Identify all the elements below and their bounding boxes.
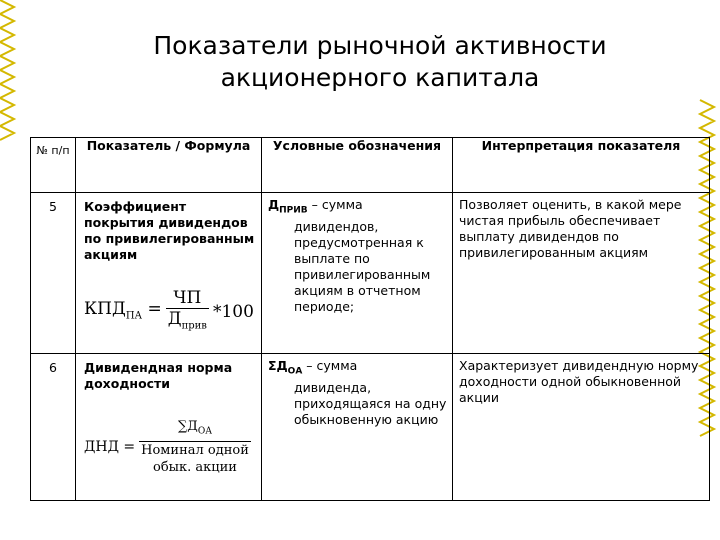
table-row — [31, 354, 710, 501]
formula-multiplier: *100 — [212, 302, 254, 323]
row-num: 5 — [31, 193, 76, 354]
title-line-2: акционерного капитала — [220, 63, 540, 92]
row-num: 6 — [31, 354, 76, 501]
formula-lhs: ДНД = — [84, 438, 136, 455]
header-notation: Условные обозначения — [262, 138, 453, 193]
formula-lhs: $КПД_{ПА}$ = — [84, 298, 162, 321]
dnd-formula — [84, 418, 251, 476]
row-interpretation: Позволяет оценить, в какой мере чистая прибыль обеспечивает выплату дивидендов по привилегированным акциям — [453, 193, 710, 354]
notation-description: дивидендов, предусмотренная к выплате по привилегированным акциям в отчетном периоде; — [294, 218, 431, 314]
row-notation: $\Sigma Д_{ОА}$ – сумма дивиденда, приходящаяся на одну обыкновенную акцию — [262, 354, 453, 501]
kpd-formula — [84, 288, 254, 336]
page-title — [80, 30, 680, 94]
indicators-table — [30, 137, 710, 501]
row-indicator-cell — [76, 354, 262, 501]
row-indicator-name: Дивидендная норма доходности — [84, 360, 233, 391]
row-notation: $Д_{ПРИВ}$ – сумма дивидендов, предусмотренная к выплате по привилегированным акциям в отчетном периоде; — [262, 193, 453, 354]
notation-symbol: $\Sigma Д_{ОА}$ — [268, 358, 303, 377]
notation-description: дивиденда, приходящаяся на одну обыкновенную акцию — [294, 379, 447, 427]
formula-numerator: $\sum Д_{ОА}$ — [139, 418, 251, 442]
header-interpretation: Интерпретация показателя — [453, 138, 710, 193]
row-indicator-cell — [76, 193, 262, 354]
title-line-1: Показатели рыночной активности — [153, 31, 607, 60]
formula-denominator: $Д_{прив}$ — [167, 309, 207, 332]
formula-denominator: Номинал одной обык. акции — [141, 442, 249, 475]
formula-fraction — [139, 418, 251, 476]
notation-symbol: $Д_{ПРИВ}$ — [268, 197, 308, 216]
header-indicator: Показатель / Формула — [76, 138, 262, 193]
row-indicator-name: Коэффициент покрытия дивидендов по привилегированным акциям — [84, 199, 255, 262]
header-num: № п/п — [31, 138, 76, 193]
row-interpretation: Характеризует дивидендную норму доходности одной обыкновенной акции — [453, 354, 710, 501]
table-row — [31, 193, 710, 354]
table-header-row — [31, 138, 710, 193]
formula-numerator: ЧП — [166, 288, 209, 309]
formula-fraction — [166, 288, 209, 336]
